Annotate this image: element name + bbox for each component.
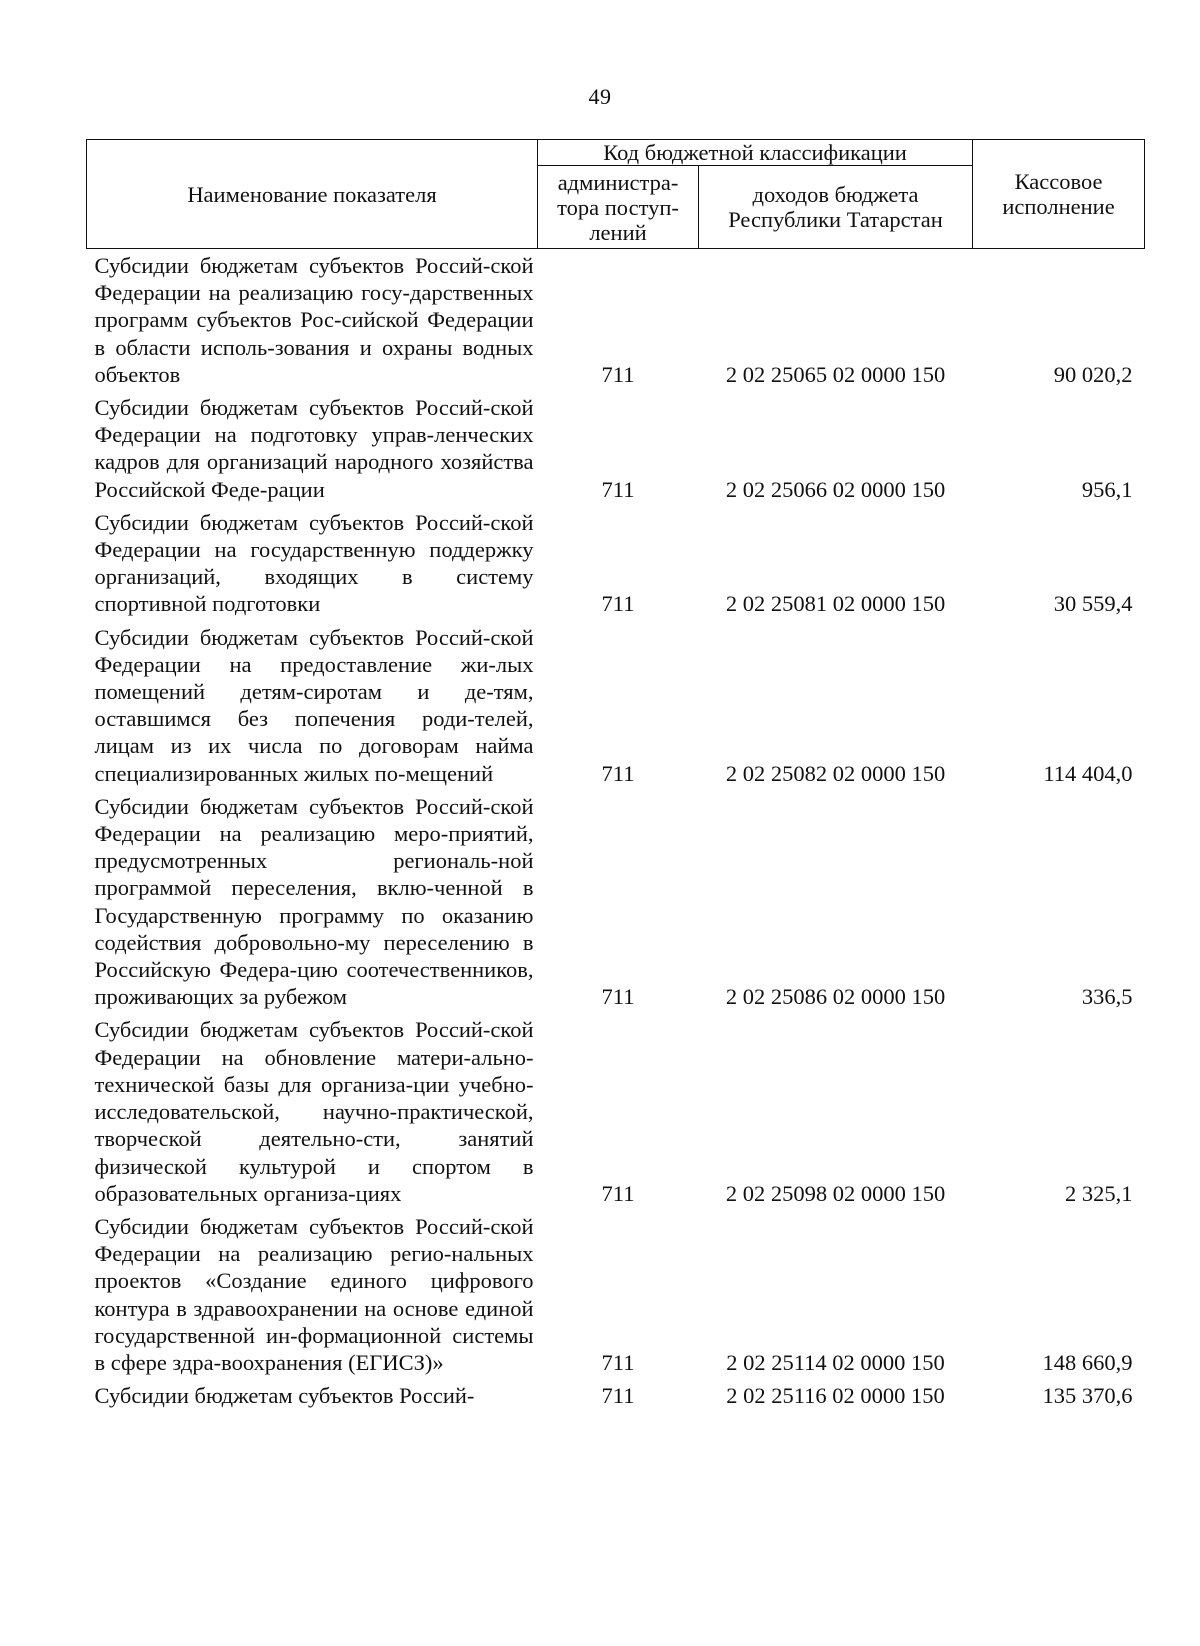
row-income-code: 2 02 25098 02 0000 150 bbox=[725, 1180, 946, 1206]
header-execution: Кассовое исполнение bbox=[973, 140, 1145, 249]
row-amount: 148 660,9 bbox=[1042, 1349, 1133, 1375]
table-row bbox=[87, 391, 1145, 506]
row-income-code: 2 02 25086 02 0000 150 bbox=[725, 984, 946, 1010]
row-income-code: 2 02 25116 02 0000 150 bbox=[726, 1383, 945, 1409]
table-row bbox=[87, 790, 1145, 1014]
row-admin-code: 711 bbox=[601, 476, 635, 502]
row-name: Субсидии бюджетам субъектов Россий-ской Федерации на реализацию регио-нальных проектов «Создание единого цифрового контура в здравоохранении на основе единой государственной ин-формационной системы в сфере здра-воохранения (ЕГИСЗ)» bbox=[94, 1213, 534, 1375]
row-name: Субсидии бюджетам субъектов Россий-ской Федерации на подготовку управ-ленческих кадров для организаций народного хозяйства Российской Феде-рации bbox=[94, 395, 534, 502]
table-row bbox=[87, 506, 1145, 621]
row-name: Субсидии бюджетам субъектов Россий-ской Федерации на государственную поддержку организаций, входящих в систему спортивной подготовки bbox=[94, 509, 534, 617]
row-admin-code: 711 bbox=[601, 591, 635, 617]
row-name: Субсидии бюджетам субъектов Россий-ской Федерации на обновление матери-ально-технической базы для организа-ции учебно-исследовательской, научно-практической, творческой деятельно-сти, занятий физической культурой и спортом в образовательных организа-циях bbox=[94, 1017, 534, 1206]
row-name: Субсидии бюджетам субъектов Россий-ской Федерации на реализацию госу-дарственных программ субъектов Рос-сийской Федерации в области исполь-зования и охраны водных объектов bbox=[94, 253, 534, 387]
table-row bbox=[87, 1210, 1145, 1379]
row-admin-code: 711 bbox=[601, 984, 635, 1010]
row-income-code: 2 02 25066 02 0000 150 bbox=[725, 476, 946, 502]
header-code-group: Код бюджетной классификации bbox=[538, 140, 973, 166]
header-income: доходов бюджета Республики Татарстан bbox=[699, 166, 973, 249]
table-row bbox=[87, 621, 1145, 790]
row-income-code: 2 02 25065 02 0000 150 bbox=[725, 361, 946, 387]
row-amount: 2 325,1 bbox=[1065, 1180, 1133, 1206]
row-admin-code: 711 bbox=[601, 1383, 635, 1409]
row-amount: 135 370,6 bbox=[1042, 1383, 1133, 1409]
table-header bbox=[87, 140, 1145, 249]
row-amount: 30 559,4 bbox=[1053, 591, 1133, 617]
table-row bbox=[87, 1013, 1145, 1209]
row-amount: 90 020,2 bbox=[1053, 361, 1133, 387]
row-admin-code: 711 bbox=[601, 361, 635, 387]
row-amount: 956,1 bbox=[1081, 476, 1133, 502]
table-row bbox=[87, 249, 1145, 392]
page-number: 49 bbox=[588, 84, 612, 109]
row-amount: 114 404,0 bbox=[1043, 760, 1133, 786]
table-body bbox=[87, 249, 1145, 1413]
table-row bbox=[87, 1379, 1145, 1412]
header-name: Наименование показателя bbox=[87, 140, 538, 249]
header-admin: администра-тора поступ-лений bbox=[538, 166, 699, 249]
row-income-code: 2 02 25114 02 0000 150 bbox=[726, 1349, 945, 1375]
row-income-code: 2 02 25081 02 0000 150 bbox=[725, 591, 946, 617]
row-name: Субсидии бюджетам субъектов Россий- bbox=[94, 1383, 475, 1409]
row-name: Субсидии бюджетам субъектов Россий-ской Федерации на реализацию меро-приятий, предусмотренных региональ-ной программой переселения, вклю-ченной в Государственную программу по оказанию содействия добровольно-му переселению в Российскую Федера-цию соотечественников, проживающих за рубежом bbox=[94, 793, 534, 1010]
row-admin-code: 711 bbox=[601, 760, 635, 786]
row-amount: 336,5 bbox=[1081, 984, 1133, 1010]
budget-table bbox=[86, 139, 1145, 1412]
row-admin-code: 711 bbox=[601, 1180, 635, 1206]
row-admin-code: 711 bbox=[601, 1349, 635, 1375]
row-income-code: 2 02 25082 02 0000 150 bbox=[725, 760, 946, 786]
row-name: Субсидии бюджетам субъектов Россий-ской Федерации на предоставление жи-лых помещений детям-сиротам и де-тям, оставшимся без попечения роди-телей, лицам из их числа по договорам найма специализированных жилых по-мещений bbox=[94, 624, 534, 786]
